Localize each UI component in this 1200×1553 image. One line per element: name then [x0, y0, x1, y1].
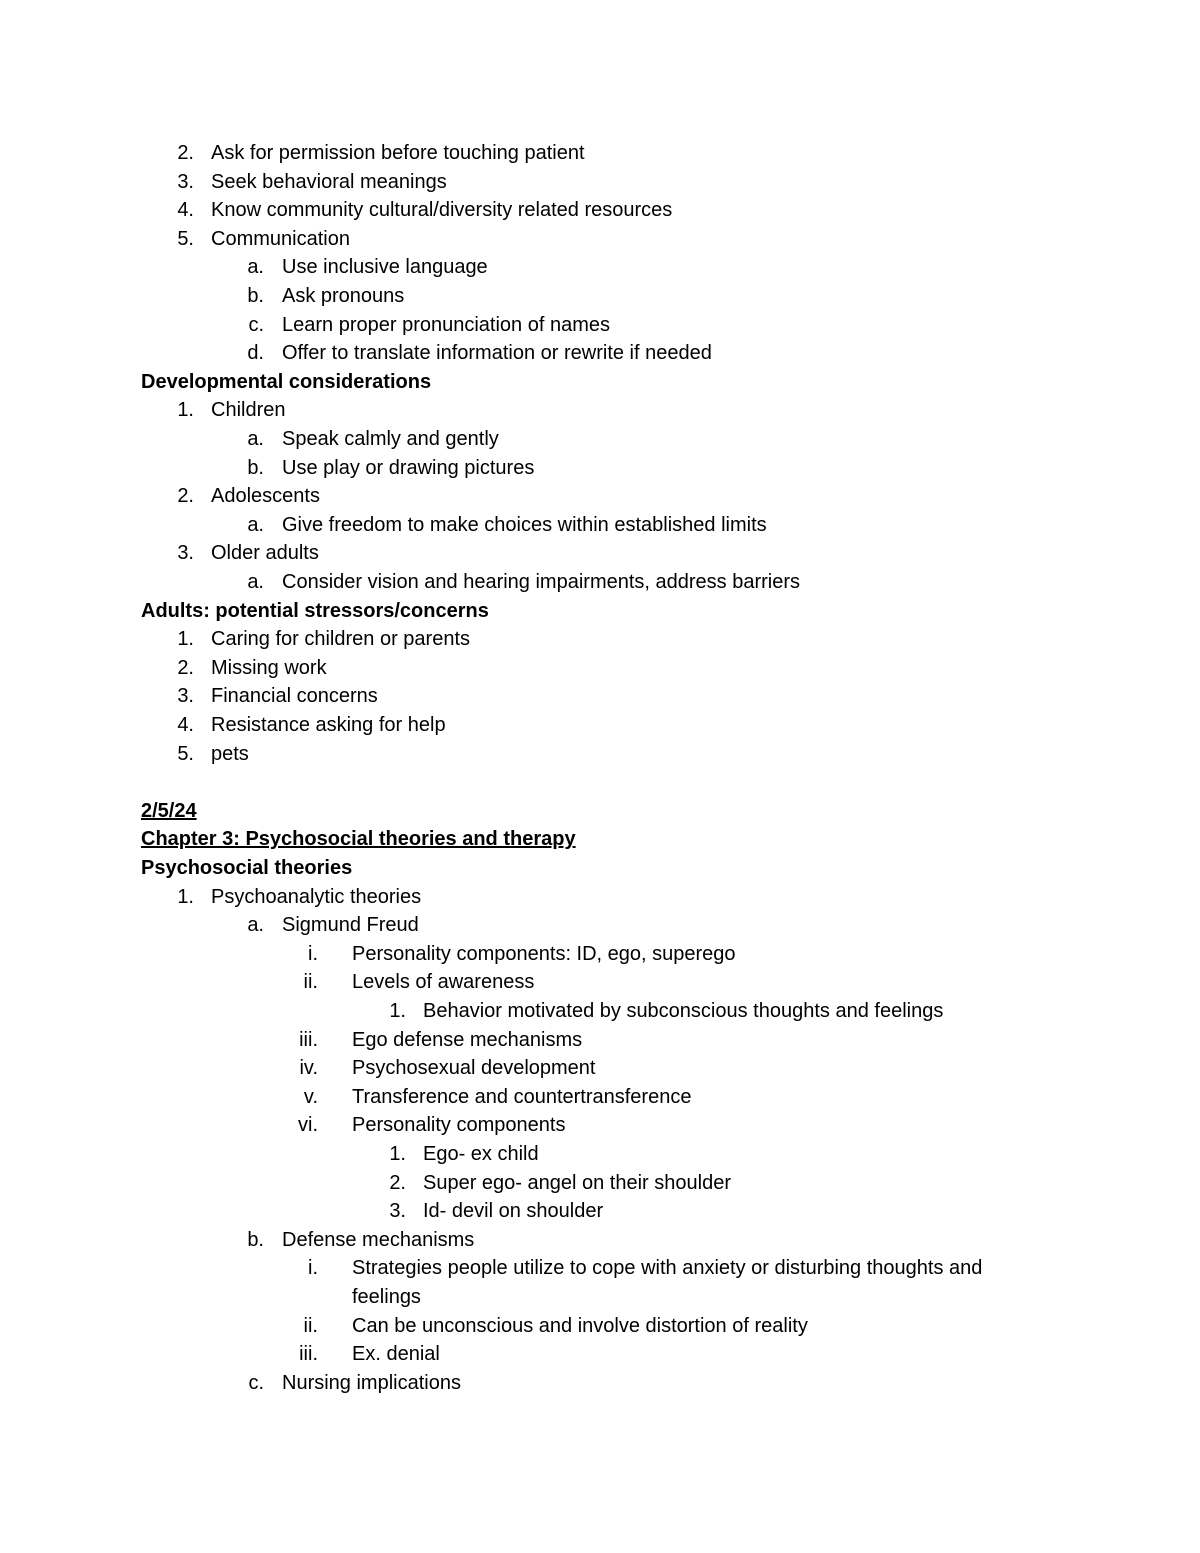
list-marker: 1. — [177, 628, 194, 651]
list-item — [0, 1083, 1200, 1112]
list-item — [0, 511, 1200, 540]
list-item — [0, 253, 1200, 282]
list-item-continuation — [0, 1283, 1200, 1312]
list-marker: c. — [248, 1371, 264, 1394]
heading-text: Adults: potential stressors/concerns — [141, 599, 489, 622]
list-item — [0, 625, 1200, 654]
list-marker: 1. — [177, 885, 194, 908]
section-heading — [0, 597, 1200, 626]
list-item-text: Levels of awareness — [352, 971, 535, 994]
list-item — [0, 911, 1200, 940]
list-item — [0, 1054, 1200, 1083]
list-marker: 1. — [177, 399, 194, 422]
list-item — [0, 482, 1200, 511]
list-marker: 3. — [177, 542, 194, 565]
list-item-text: Ask pronouns — [282, 285, 405, 307]
list-item-text: feelings — [352, 1286, 421, 1308]
list-item — [0, 1340, 1200, 1369]
list-item — [0, 282, 1200, 311]
list-marker: 3. — [177, 685, 194, 708]
list-item — [0, 1111, 1200, 1140]
list-item — [0, 1254, 1200, 1283]
list-item-text: Children — [211, 399, 286, 422]
list-marker: iii. — [299, 1343, 318, 1366]
list-item-text: Adolescents — [211, 485, 320, 508]
list-marker: 4. — [177, 199, 194, 222]
list-item — [0, 139, 1200, 168]
list-item — [0, 1369, 1200, 1398]
heading-text: 2/5/24 — [141, 799, 197, 822]
list-item — [0, 1197, 1200, 1226]
list-marker: v. — [303, 1085, 318, 1108]
list-item-text: Missing work — [211, 656, 327, 679]
list-item-text: Communication — [211, 227, 350, 250]
list-item-text: Older adults — [211, 542, 319, 565]
list-item-text: Psychoanalytic theories — [211, 885, 422, 908]
list-marker: 2. — [177, 656, 194, 679]
list-item-text: Super ego- angel on their shoulder — [423, 1171, 731, 1194]
list-item — [0, 311, 1200, 340]
list-item — [0, 568, 1200, 597]
list-marker: d. — [247, 342, 264, 365]
list-item — [0, 425, 1200, 454]
list-item-text: Strategies people utilize to cope with anxiety or disturbing thoughts and — [352, 1257, 983, 1280]
list-marker: b. — [247, 456, 264, 479]
list-item-text: Nursing implications — [282, 1371, 461, 1394]
list-marker: 2. — [177, 485, 194, 508]
list-item-text: Learn proper pronunciation of names — [282, 313, 610, 336]
list-item-text: Use play or drawing pictures — [282, 456, 535, 479]
list-item-text: Consider vision and hearing impairments, address barriers — [282, 571, 801, 593]
list-marker: a. — [247, 914, 264, 937]
list-item-text: Ex. denial — [352, 1343, 440, 1366]
list-item — [0, 539, 1200, 568]
list-marker: 1. — [389, 1000, 406, 1022]
list-item-text: Can be unconscious and involve distortion of reality — [352, 1314, 808, 1337]
blank-line — [0, 768, 1200, 797]
list-item-text: pets — [211, 742, 249, 765]
list-marker: 1. — [389, 1143, 406, 1165]
list-item-text: Personality components — [352, 1114, 566, 1137]
heading-text: Chapter 3: Psychosocial theories and therapy — [141, 828, 576, 851]
list-marker: 4. — [177, 714, 194, 736]
list-item-text: Resistance asking for help — [211, 714, 446, 736]
list-item — [0, 1312, 1200, 1341]
list-item-text: Seek behavioral meanings — [211, 170, 447, 193]
list-marker: 3. — [389, 1200, 406, 1223]
list-item-text: Financial concerns — [211, 685, 378, 708]
list-item — [0, 225, 1200, 254]
section-heading — [0, 368, 1200, 397]
list-marker: 2. — [177, 142, 194, 164]
list-item — [0, 168, 1200, 197]
list-marker: 2. — [389, 1171, 406, 1194]
list-item-text: Ego defense mechanisms — [352, 1028, 583, 1051]
list-item-text: Personality components: ID, ego, superego — [352, 942, 736, 965]
list-marker: c. — [248, 313, 264, 336]
section-heading — [0, 797, 1200, 826]
list-marker: a. — [247, 256, 264, 279]
list-item-text: Offer to translate information or rewrite if needed — [282, 342, 712, 365]
list-item-text: Give freedom to make choices within established limits — [282, 513, 767, 536]
list-item-text: Defense mechanisms — [282, 1228, 475, 1251]
list-item-text: Use inclusive language — [282, 256, 488, 279]
list-item — [0, 396, 1200, 425]
list-item — [0, 711, 1200, 740]
list-item-text: Transference and countertransference — [352, 1085, 692, 1108]
list-item — [0, 454, 1200, 483]
list-marker: b. — [247, 285, 264, 307]
list-marker: a. — [247, 513, 264, 536]
list-marker: a. — [247, 571, 264, 593]
list-marker: ii. — [303, 971, 318, 994]
list-item-text: Caring for children or parents — [211, 628, 471, 651]
list-marker: b. — [247, 1228, 264, 1251]
heading-text: Developmental considerations — [141, 370, 432, 393]
list-item-text: Ask for permission before touching patient — [211, 142, 585, 164]
list-item — [0, 1026, 1200, 1055]
list-item — [0, 1140, 1200, 1169]
list-marker: iv. — [299, 1057, 318, 1080]
list-item — [0, 740, 1200, 769]
list-item — [0, 968, 1200, 997]
list-item — [0, 654, 1200, 683]
list-item-text: Id- devil on shoulder — [423, 1200, 604, 1223]
list-item — [0, 1226, 1200, 1255]
list-item-text: Know community cultural/diversity related resources — [211, 199, 673, 222]
list-item — [0, 196, 1200, 225]
list-item — [0, 682, 1200, 711]
list-marker: 5. — [177, 742, 194, 765]
list-item-text: Sigmund Freud — [282, 914, 419, 937]
list-item — [0, 339, 1200, 368]
section-heading — [0, 854, 1200, 883]
list-marker: ii. — [303, 1314, 318, 1337]
heading-text: Psychosocial theories — [141, 857, 353, 879]
list-marker: iii. — [299, 1028, 318, 1051]
list-marker: i. — [308, 1257, 318, 1280]
list-item-text: Behavior motivated by subconscious thoughts and feelings — [423, 1000, 944, 1022]
list-item-text: Speak calmly and gently — [282, 428, 499, 450]
list-item — [0, 883, 1200, 912]
list-item — [0, 940, 1200, 969]
list-marker: vi. — [298, 1114, 318, 1137]
list-item-text: Ego- ex child — [423, 1143, 539, 1165]
list-item-text: Psychosexual development — [352, 1057, 596, 1080]
list-marker: 5. — [177, 227, 194, 250]
list-marker: 3. — [177, 170, 194, 193]
list-item — [0, 997, 1200, 1026]
list-marker: a. — [247, 428, 264, 450]
list-item — [0, 1169, 1200, 1198]
list-marker: i. — [308, 942, 318, 965]
section-heading — [0, 825, 1200, 854]
